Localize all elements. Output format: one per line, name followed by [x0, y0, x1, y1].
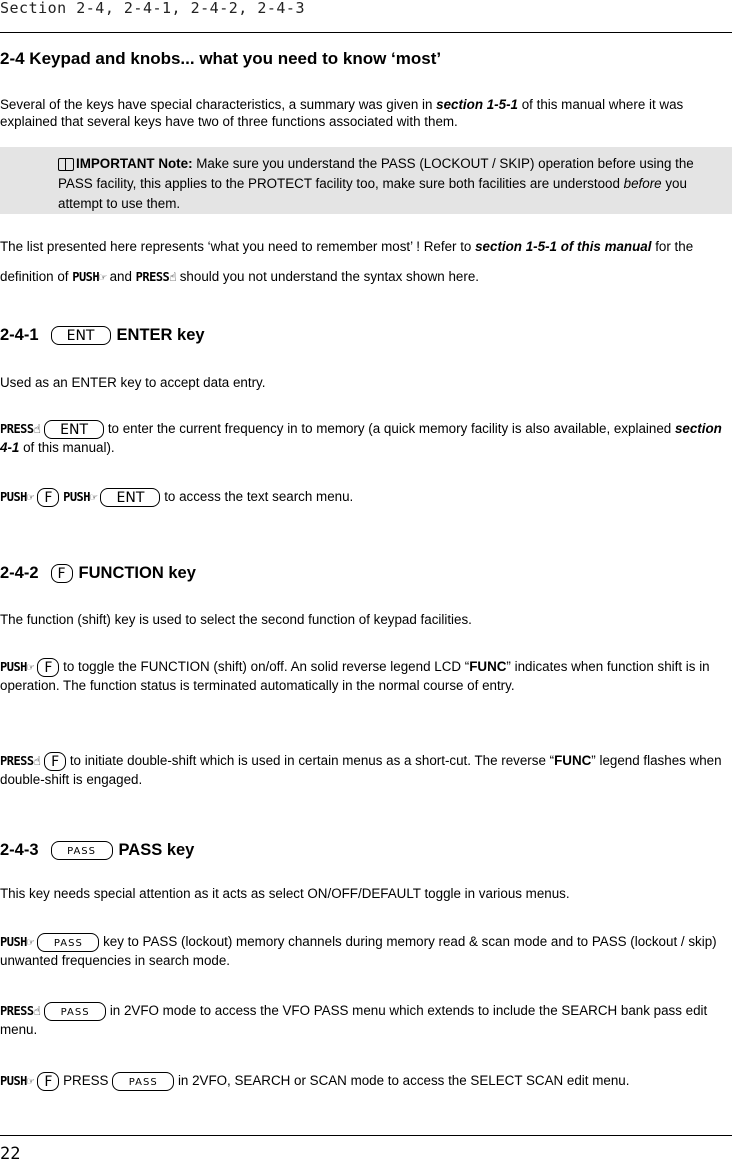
function-paragraph-3: PRESS☝ F to initiate double-shift which is used in certain menus as a short-cut. The reverse “FUNC” legend flashes when double-shift is engaged.	[0, 753, 722, 787]
enter-paragraph-3: PUSH☞ F PUSH☞ ENT to access the text search menu.	[0, 489, 354, 506]
push-verb-icon: PUSH☞	[63, 490, 97, 504]
header-rule	[0, 32, 732, 33]
push-verb-icon: PUSH☞	[72, 270, 106, 285]
pass-paragraph-2: PUSH☞ PASS key to PASS (lockout) memory channels during memory read & scan mode and to PASS (lockout / skip) unwanted frequencies in search mode.	[0, 934, 717, 968]
press-verb-icon: PRESS☝	[0, 422, 41, 436]
section-heading-pass: 2-4-3 PASS PASS key	[0, 841, 195, 859]
pass-paragraph-1: This key needs special attention as it acts as select ON/OFF/DEFAULT toggle in various menus.	[0, 886, 570, 901]
page-number: 22	[0, 1144, 21, 1164]
push-verb-icon: PUSH☞	[0, 490, 34, 504]
press-verb-icon: PRESS☝	[0, 754, 41, 768]
press-verb-icon: PRESS☝	[135, 270, 177, 285]
pass-key-icon: PASS	[37, 933, 99, 952]
pass-key-icon: PASS	[112, 1072, 174, 1091]
section-reference: section 1-5-1	[436, 97, 518, 112]
footer-rule	[0, 1135, 732, 1136]
pass-key-icon: PASS	[44, 1002, 106, 1021]
f-key-icon: F	[44, 752, 66, 771]
ent-key-icon: ENT	[44, 420, 104, 439]
f-key-icon: F	[37, 1072, 59, 1091]
pass-key-icon: PASS	[51, 841, 113, 860]
f-key-icon: F	[37, 658, 59, 677]
section-heading-enter: 2-4-1 ENT ENTER key	[0, 326, 205, 344]
press-verb-icon: PRESS☝	[0, 1004, 41, 1018]
section-heading-function: 2-4-2 F FUNCTION key	[0, 564, 196, 582]
function-paragraph-2: PUSH☞ F to toggle the FUNCTION (shift) on/off. An solid reverse legend LCD “FUNC” indicates when function shift is in operation. The function status is terminated automatically in the normal course of entry.	[0, 659, 710, 693]
section-reference: section 1-5-1 of this manual	[475, 239, 652, 254]
page-header: Section 2-4, 2-4-1, 2-4-2, 2-4-3	[0, 0, 305, 17]
f-key-icon: F	[37, 488, 59, 507]
list-intro-paragraph: The list presented here represents ‘what you need to remember most’ ! Refer to section 1-5-1 of this manual for the definition of PUSH☞ and PRESS☝ should you not understand the syntax shown here.	[0, 232, 730, 292]
book-icon	[58, 158, 74, 171]
push-verb-icon: PUSH☞	[0, 1074, 34, 1088]
function-paragraph-1: The function (shift) key is used to select the second function of keypad facilities.	[0, 612, 472, 627]
note-label: IMPORTANT Note:	[76, 156, 193, 171]
ent-key-icon: ENT	[51, 326, 111, 345]
enter-paragraph-2: PRESS☝ ENT to enter the current frequency in to memory (a quick memory facility is also available, explained section 4-1 of this manual).	[0, 421, 722, 455]
important-note-box: IMPORTANT Note: Make sure you understand the PASS (LOCKOUT / SKIP) operation before using the PASS facility, this applies to the PROTECT facility too, make sure both facilities are understood before you attempt to use them.	[0, 147, 732, 214]
pass-paragraph-4: PUSH☞ F PRESS PASS in 2VFO, SEARCH or SCAN mode to access the SELECT SCAN edit menu.	[0, 1073, 630, 1090]
enter-paragraph-1: Used as an ENTER key to accept data entry.	[0, 375, 266, 390]
intro-paragraph: Several of the keys have special characteristics, a summary was given in section 1-5-1 of this manual where it was explained that several keys have two of three functions associated with them.	[0, 97, 684, 129]
push-verb-icon: PUSH☞	[0, 660, 34, 674]
pass-paragraph-3: PRESS☝ PASS in 2VFO mode to access the VFO PASS menu which extends to include the SEARCH bank pass edit menu.	[0, 1003, 708, 1037]
f-key-icon: F	[51, 564, 73, 583]
page-title: 2-4 Keypad and knobs... what you need to know ‘most’	[0, 49, 442, 68]
ent-key-icon: ENT	[100, 488, 160, 507]
push-verb-icon: PUSH☞	[0, 935, 34, 949]
